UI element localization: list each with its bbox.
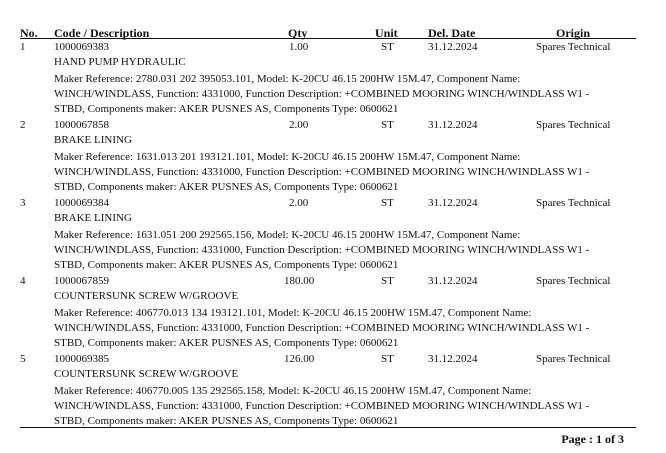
page-number: Page : 1 of 3 bbox=[561, 432, 624, 446]
item-reference-line: Maker Reference: 2780.031 202 395053.101, Model: K-20CU 46.15 200HW 15M.47, Component Name: bbox=[54, 73, 521, 85]
line-item bbox=[0, 197, 666, 275]
item-del-date: 31.12.2024 bbox=[428, 41, 478, 53]
item-reference-line: STBD, Components maker: AKER PUSNES AS, Components Type: 0600621 bbox=[54, 181, 399, 193]
item-reference-line: WINCH/WINDLASS, Function: 4331000, Function Description: +COMBINED MOORING WINCH/WINDLASS W1 - bbox=[54, 322, 590, 334]
item-origin: Spares Technical bbox=[536, 197, 611, 209]
item-unit: ST bbox=[381, 353, 394, 365]
item-maker-reference bbox=[54, 72, 620, 117]
item-reference-line: STBD, Components maker: AKER PUSNES AS, Components Type: 0600621 bbox=[54, 103, 399, 115]
item-number: 3 bbox=[20, 197, 26, 209]
line-item bbox=[0, 41, 666, 119]
line-item bbox=[0, 119, 666, 197]
item-qty: 2.00 bbox=[289, 197, 309, 209]
header-del-date: Del. Date bbox=[428, 26, 476, 40]
item-del-date: 31.12.2024 bbox=[428, 197, 478, 209]
item-reference-line: Maker Reference: 1631.051 200 292565.156, Model: K-20CU 46.15 200HW 15M.47, Component Name: bbox=[54, 229, 521, 241]
item-description: BRAKE LINING bbox=[54, 212, 132, 224]
header-origin: Origin bbox=[556, 26, 591, 40]
item-qty: 126.00 bbox=[284, 353, 315, 365]
item-unit: ST bbox=[381, 119, 394, 131]
item-origin: Spares Technical bbox=[536, 275, 611, 287]
item-qty: 1.00 bbox=[289, 41, 309, 53]
item-unit: ST bbox=[381, 41, 394, 53]
line-item bbox=[0, 353, 666, 431]
item-code: 1000069384 bbox=[54, 197, 109, 209]
item-reference-line: Maker Reference: 1631.013 201 193121.101, Model: K-20CU 46.15 200HW 15M.47, Component Name: bbox=[54, 151, 521, 163]
header-divider bbox=[20, 38, 636, 39]
item-number: 2 bbox=[20, 119, 26, 131]
item-maker-reference bbox=[54, 306, 620, 351]
item-del-date: 31.12.2024 bbox=[428, 275, 478, 287]
item-reference-line: Maker Reference: 406770.005 135 292565.158, Model: K-20CU 46.15 200HW 15M.47, Component Name: bbox=[54, 385, 532, 397]
item-maker-reference bbox=[54, 228, 620, 273]
item-qty: 180.00 bbox=[284, 275, 315, 287]
header-unit: Unit bbox=[375, 26, 398, 40]
item-number: 1 bbox=[20, 41, 26, 53]
item-code: 1000069385 bbox=[54, 353, 109, 365]
item-number: 4 bbox=[20, 275, 26, 287]
item-reference-line: STBD, Components maker: AKER PUSNES AS, Components Type: 0600621 bbox=[54, 415, 399, 427]
item-origin: Spares Technical bbox=[536, 353, 611, 365]
item-description: COUNTERSUNK SCREW W/GROOVE bbox=[54, 290, 239, 302]
item-del-date: 31.12.2024 bbox=[428, 353, 478, 365]
item-number: 5 bbox=[20, 353, 26, 365]
item-reference-line: STBD, Components maker: AKER PUSNES AS, Components Type: 0600621 bbox=[54, 259, 399, 271]
item-origin: Spares Technical bbox=[536, 119, 611, 131]
footer-divider bbox=[20, 427, 636, 428]
header-qty: Qty bbox=[288, 26, 308, 40]
item-reference-line: Maker Reference: 406770.013 134 193121.101, Model: K-20CU 46.15 200HW 15M.47, Component Name: bbox=[54, 307, 532, 319]
item-reference-line: WINCH/WINDLASS, Function: 4331000, Function Description: +COMBINED MOORING WINCH/WINDLASS W1 - bbox=[54, 400, 590, 412]
item-description: HAND PUMP HYDRAULIC bbox=[54, 56, 186, 68]
item-description: COUNTERSUNK SCREW W/GROOVE bbox=[54, 368, 239, 380]
item-reference-line: WINCH/WINDLASS, Function: 4331000, Function Description: +COMBINED MOORING WINCH/WINDLASS W1 - bbox=[54, 166, 590, 178]
item-qty: 2.00 bbox=[289, 119, 309, 131]
item-del-date: 31.12.2024 bbox=[428, 119, 478, 131]
item-code: 1000067858 bbox=[54, 119, 109, 131]
item-reference-line: STBD, Components maker: AKER PUSNES AS, Components Type: 0600621 bbox=[54, 337, 399, 349]
item-reference-line: WINCH/WINDLASS, Function: 4331000, Function Description: +COMBINED MOORING WINCH/WINDLASS W1 - bbox=[54, 244, 590, 256]
item-unit: ST bbox=[381, 197, 394, 209]
item-code: 1000067859 bbox=[54, 275, 109, 287]
item-reference-line: WINCH/WINDLASS, Function: 4331000, Function Description: +COMBINED MOORING WINCH/WINDLASS W1 - bbox=[54, 88, 590, 100]
item-description: BRAKE LINING bbox=[54, 134, 132, 146]
item-unit: ST bbox=[381, 275, 394, 287]
item-maker-reference bbox=[54, 384, 620, 429]
line-item bbox=[0, 275, 666, 353]
header-code-description: Code / Description bbox=[54, 26, 150, 40]
item-origin: Spares Technical bbox=[536, 41, 611, 53]
header-no: No. bbox=[20, 26, 38, 40]
item-maker-reference bbox=[54, 150, 620, 195]
item-code: 1000069383 bbox=[54, 41, 109, 53]
